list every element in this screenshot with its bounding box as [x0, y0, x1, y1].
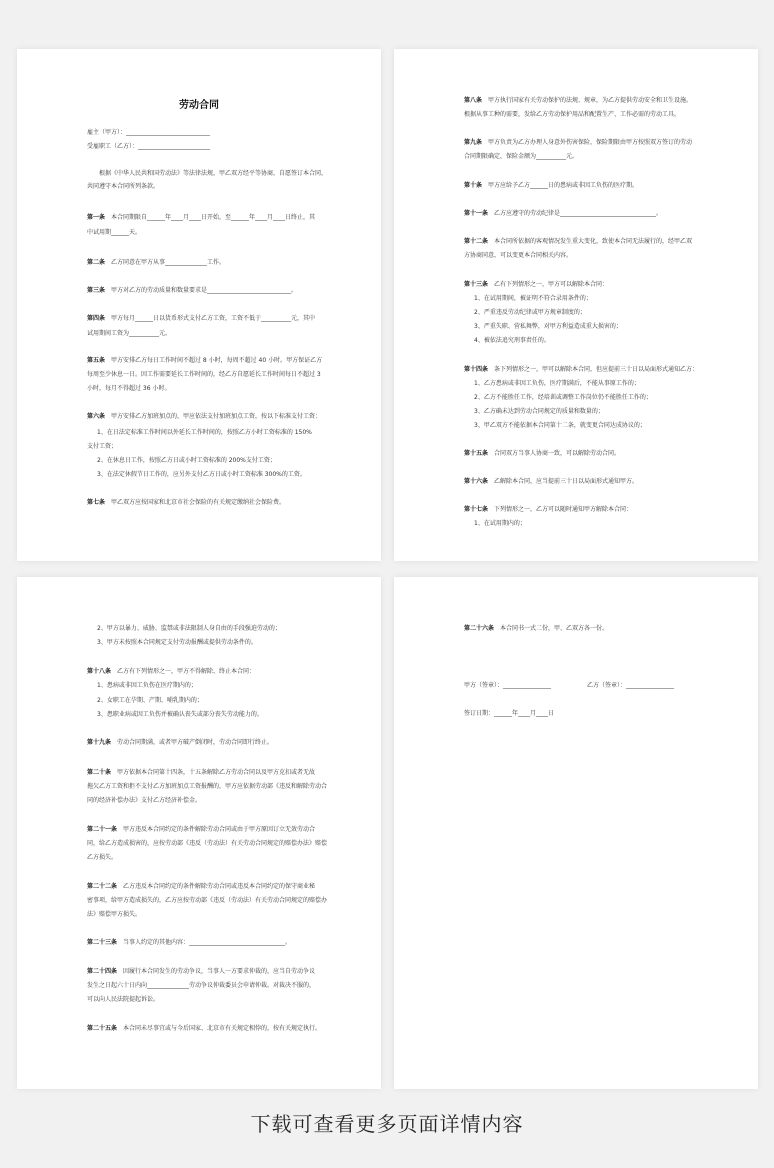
clause-text: 3、在法定休假节日工作的，应另外支付乙方日或小时工资标准 300%的工资。 [97, 471, 306, 478]
contract-line [464, 506, 728, 514]
contract-line [464, 238, 728, 246]
clause-text: 雇主（甲方）：____________________________ [87, 129, 211, 136]
clause-text: 甲方执行国家有关劳动保护的法规、规章，为乙方提供劳动安全和卫生设施。 [482, 97, 693, 104]
clause-text: 甲方违反本合同约定的条件解除劳动合同或由于甲方原因订立无效劳动合 [117, 826, 316, 833]
clause-number: 第七条 [87, 499, 106, 506]
contract-line [87, 1025, 351, 1033]
clause-text: 1、乙方患病或非因工负伤，医疗期满后，不能从事原工作的； [474, 380, 640, 387]
clause-text: 3、甲乙双方不能依据本合同第十二条，就变更合同达成协议的； [474, 422, 646, 429]
clause-text: 甲方应给予乙方______日的患病或非因工负伤的医疗期。 [482, 182, 639, 189]
clause-number: 第四条 [87, 315, 106, 322]
contract-line [97, 639, 351, 647]
contract-line [464, 478, 728, 486]
clause-number: 第十二条 [464, 238, 489, 245]
contract-line [474, 380, 728, 388]
clause-text: 本合同未尽事宜或与今后国家、北京市有关规定相悖的，按有关规定执行。 [117, 1025, 322, 1032]
clause-number: 第二十五条 [87, 1025, 118, 1032]
clause-text: 下列情形之一，乙方可以随时通知甲方解除本合同： [488, 506, 633, 513]
document-page-4 [394, 577, 758, 1089]
contract-line [87, 739, 351, 747]
contract-line [87, 183, 351, 191]
clause-text: 方协商同意，可以变更本合同相关内容。 [464, 252, 573, 259]
contract-line [87, 229, 351, 237]
clause-text: 同，给乙方造成损害的，应按劳动部《违反（劳动法）有关劳动合同规定的赔偿办法》赔偿 [87, 840, 328, 847]
clause-text: 乙方有下列情形之一，甲方不得解除、终止本合同： [111, 668, 256, 675]
clause-number: 第二十三条 [87, 939, 118, 946]
contract-line [97, 711, 351, 719]
clause-text: 乙方同意在甲方从事______________工作。 [105, 259, 226, 266]
clause-text: 小时，每月不得超过 36 小时。 [87, 385, 171, 392]
clause-number: 第一条 [87, 214, 106, 221]
contract-line [87, 499, 351, 507]
clause-number: 第十六条 [464, 478, 489, 485]
clause-text: 中试用期______天。 [87, 229, 142, 236]
contract-line [464, 210, 728, 218]
contract-line [87, 968, 351, 976]
clause-number: 第十四条 [464, 366, 489, 373]
contract-line [87, 129, 351, 137]
clause-text: 根据从事工种的需要，发给乙方劳动保护用品和配置生产、工作必需的劳动工具。 [464, 111, 681, 118]
clause-text: 2、严重违反劳动纪律或甲方规章制度的； [474, 309, 586, 316]
clause-text: 密事项，给甲方造成损失的，乙方应按劳动部《违反（劳动法）有关劳动合同规定的赔偿办 [87, 897, 328, 904]
clause-number: 第二条 [87, 259, 106, 266]
contract-line [87, 259, 351, 267]
contract-line [87, 170, 351, 178]
contract-line [474, 337, 728, 345]
contract-line [464, 182, 728, 190]
clause-number: 第二十二条 [87, 883, 118, 890]
clause-number: 第八条 [464, 97, 483, 104]
contract-line [87, 996, 351, 1004]
clause-text: 3、患职业病或因工负伤并被确认丧失或部分丧失劳动能力的。 [97, 711, 263, 718]
contract-line [87, 315, 351, 323]
clause-number: 第十五条 [464, 450, 489, 457]
clause-text: 甲方对乙方的劳动质量和数量要求是____________________________。 [105, 287, 298, 294]
clause-text: 合同期限确定，保险金额为__________元。 [464, 153, 579, 160]
contract-line [87, 330, 351, 338]
clause-text: 3、甲方未按照本合同规定支付劳动报酬或提供劳动条件的。 [97, 639, 257, 646]
clause-number: 第六条 [87, 413, 106, 420]
clause-number: 第二十条 [87, 769, 112, 776]
contract-line [87, 287, 351, 295]
clause-text: 试用期间工资为__________元。 [87, 330, 172, 337]
clause-text: 甲方（签章）：________________ 乙方（签章）：________________ [464, 682, 675, 689]
clause-text: 1、在日法定标准工作时间以外延长工作时间的，按照乙方小时工资标准的 150% [97, 429, 312, 436]
document-page-2 [394, 49, 758, 561]
clause-text: 同的经济补偿办法》支付乙方经济补偿金。 [87, 797, 202, 804]
contract-line [87, 883, 351, 891]
contract-line [474, 295, 728, 303]
clause-text: 4、被依法追究刑事责任的。 [474, 337, 550, 344]
contract-line [87, 357, 351, 365]
clause-text: 发生之日起六十日内向______________劳动争议仲裁委员会申请仲裁。对裁决不服的， [87, 982, 316, 989]
clause-text: 3、乙方确未达到劳动合同规定的质量和数量的； [474, 408, 604, 415]
clause-text: 甲乙双方应按国家和北京市社会保险的有关规定缴纳社会保险费。 [105, 499, 286, 506]
clause-text: 本合同期限自______年____月____日开始，至______年____月____日终止，其 [105, 214, 316, 221]
clause-text: 2、甲方以暴力、威胁、监禁或非法限制人身自由的手段强迫劳动的； [97, 625, 281, 632]
contract-line [474, 323, 728, 331]
document-page-3 [17, 577, 381, 1089]
contract-line [464, 366, 728, 374]
contract-line [87, 797, 351, 805]
clause-number: 第二十一条 [87, 826, 118, 833]
clause-text: 2、在休息日工作，按照乙方日或小时工资标准的 200%支付工资； [97, 457, 276, 464]
clause-number: 第十三条 [464, 281, 489, 288]
clause-text: 当事人约定的其他内容：________________________________。 [117, 939, 292, 946]
clause-number: 第十九条 [87, 739, 112, 746]
clause-text: 乙解除本合同，应当提前三十日以局面形式通知甲方。 [488, 478, 639, 485]
clause-number: 第二十四条 [87, 968, 118, 975]
contract-line [464, 710, 728, 718]
clause-text: 劳动合同期满，或者甲方破产倒闭时，劳动合同即行终止。 [111, 739, 274, 746]
clause-text: 1、在试用期间，被证明不符合录用条件的； [474, 295, 592, 302]
clause-text: 乙方应遵守的劳动纪律是________________________________。 [488, 210, 663, 217]
contract-line [87, 840, 351, 848]
clause-text: 甲方依据本合同第十四条，十五条解除乙方劳动合同以及甲方克扣或者无故 [111, 769, 316, 776]
contract-line [464, 252, 728, 260]
contract-line [87, 443, 351, 451]
clause-text: 2、女职工在孕期、产期、哺乳期内的； [97, 697, 203, 704]
contract-line [87, 385, 351, 393]
contract-line [474, 408, 728, 416]
clause-text: 拖欠乙方工资和拒不支付乙方加班加点工资报酬的，甲方应依据劳动部《违反和解除劳动合 [87, 783, 328, 790]
clause-text: 甲方每月______日以货币形式支付乙方工资，工资不低于__________元，其中 [105, 315, 316, 322]
clause-text: 3、严重失职、营私舞弊，对甲方利益造成重大损害的； [474, 323, 622, 330]
contract-line [464, 682, 728, 690]
contract-line [464, 625, 728, 633]
contract-line [474, 422, 728, 430]
clause-text: 本合同书一式二份，甲、乙双方各一份。 [494, 625, 609, 632]
clause-number: 第九条 [464, 139, 483, 146]
contract-line [87, 668, 351, 676]
contract-line [87, 214, 351, 222]
contract-line [97, 625, 351, 633]
clause-text: 乙有下列情形之一，甲方可以解除本合同： [488, 281, 609, 288]
clause-text: 甲方安排乙方每日工作时间不超过 8 小时，每周不超过 40 小时。甲方保证乙方 [105, 357, 323, 364]
contract-line [87, 939, 351, 947]
clause-text: 受雇职工（乙方）：________________________ [87, 143, 211, 150]
clause-number: 第十条 [464, 182, 483, 189]
contract-line [87, 371, 351, 379]
contract-line [87, 413, 351, 421]
contract-line [97, 457, 351, 465]
download-more-caption: 下载可查看更多页面详情内容 [250, 1112, 524, 1136]
contract-line [474, 309, 728, 317]
contract-line [87, 826, 351, 834]
contract-line [87, 769, 351, 777]
clause-text: 支付工资； [87, 443, 118, 450]
clause-text: 乙方损失。 [87, 854, 118, 861]
clause-text: 每周至少休息一日。因工作需要延长工作时间的，经乙方自愿延长工作时间每日不超过 3 [87, 371, 321, 378]
clause-text: 合同双方当事人协商一致，可以解除劳动合同。 [488, 450, 621, 457]
clause-text: 甲方负责为乙方办理人身意外伤害保险，保险期限由甲方按照双方签订的劳动 [482, 139, 693, 146]
clause-text: 甲方安排乙方加班加点的，甲应依法支付加班加点工资，按以下标准支付工资： [105, 413, 322, 420]
clause-text: 1、在试用期内的； [474, 520, 526, 527]
clause-text: 法》赔偿甲方损失。 [87, 911, 142, 918]
clause-text: 可以向人民法院提起诉讼。 [87, 996, 160, 1003]
contract-title: 劳动合同 [179, 100, 219, 111]
clause-text: 共同遵守本合同所列条款。 [87, 183, 160, 190]
contract-line [87, 854, 351, 862]
contract-line [464, 97, 728, 105]
clause-text: 签订日期：______年____月____日 [464, 710, 555, 717]
clause-text: 1、患病或非因工负伤在医疗期内的； [97, 682, 197, 689]
contract-line [464, 111, 728, 119]
contract-line [464, 450, 728, 458]
contract-line [464, 281, 728, 289]
clause-text: 乙方违反本合同约定的条件解除劳动合同或违反本合同约定的保守商业秘 [117, 883, 316, 890]
contract-line [464, 139, 728, 147]
contract-line [464, 153, 728, 161]
clause-text: 根据《中华人民共和国劳动法》等法律法规，甲乙双方经平等协商，自愿签订本合同， [87, 170, 328, 177]
clause-number: 第十一条 [464, 210, 489, 217]
contract-line [87, 897, 351, 905]
contract-line [474, 520, 728, 528]
clause-number: 第十七条 [464, 506, 489, 513]
document-page-1 [17, 49, 381, 561]
contract-line [87, 982, 351, 990]
clause-text: 本合同所依据的客观情况发生重大变化，致使本合同无法履行的，经甲乙双 [488, 238, 693, 245]
clause-number: 第二十六条 [464, 625, 495, 632]
clause-number: 第十八条 [87, 668, 112, 675]
clause-text: 条下列情形之一，甲可以解除本合同，但应提前三十日以局面形式通知乙方： [488, 366, 699, 373]
contract-line [97, 429, 351, 437]
clause-text: 因履行本合同发生的劳动争议，当事人一方要求仲裁的，应当自劳动争议 [117, 968, 316, 975]
contract-line [87, 143, 351, 151]
contract-line [87, 783, 351, 791]
clause-text: 2、乙方不能胜任工作，经培训或调整工作岗位仍不能胜任工作的； [474, 394, 652, 401]
contract-line [97, 697, 351, 705]
clause-number: 第三条 [87, 287, 106, 294]
contract-line [87, 911, 351, 919]
contract-line [474, 394, 728, 402]
clause-number: 第五条 [87, 357, 106, 364]
contract-line [97, 471, 351, 479]
contract-line [97, 682, 351, 690]
